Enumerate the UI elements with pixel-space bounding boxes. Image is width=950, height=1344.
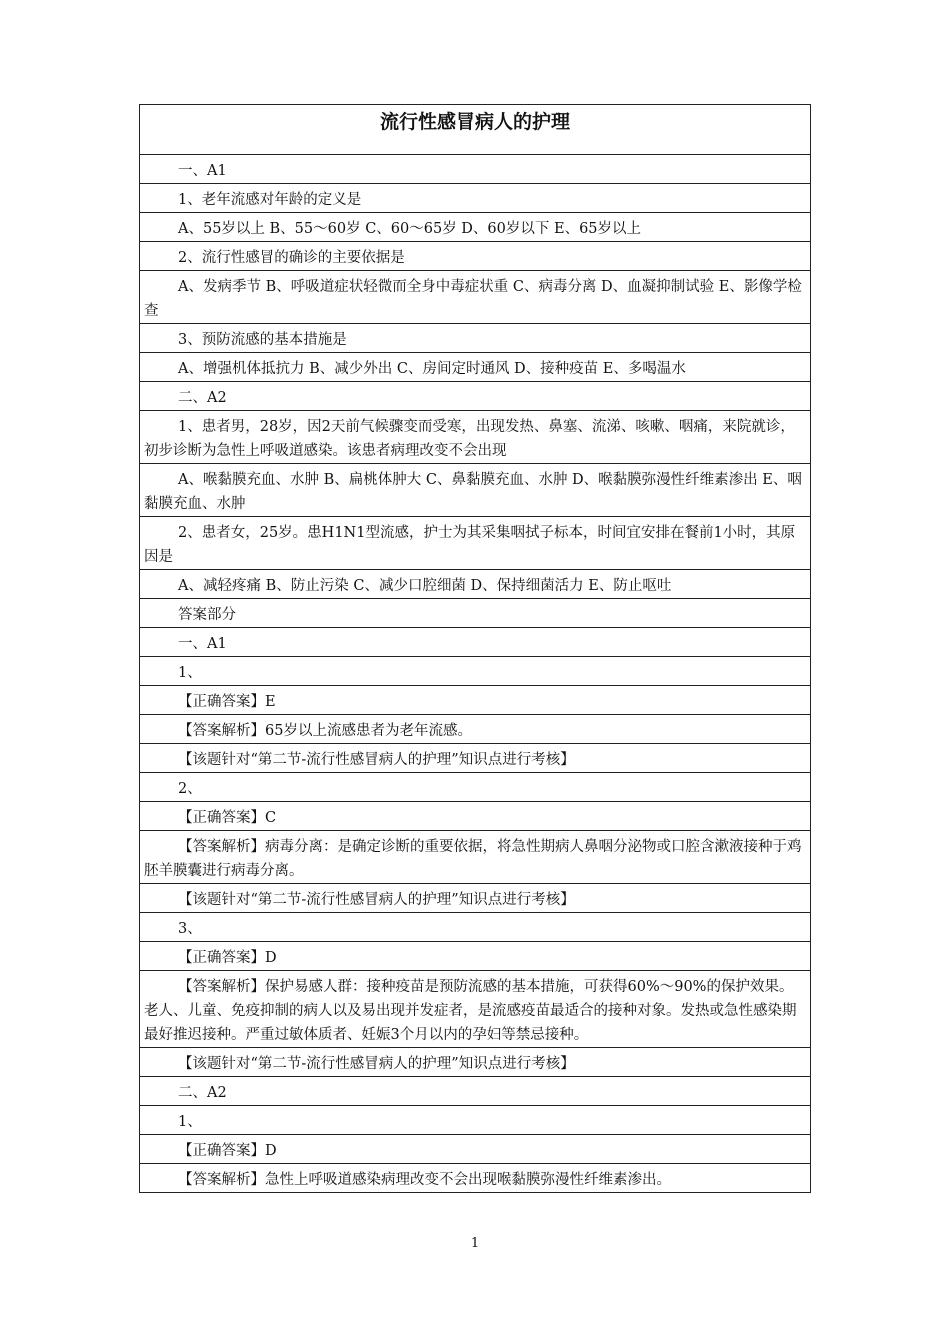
answer-explanation: 【答案解析】保护易感人群：接种疫苗是预防流感的基本措施，可获得60%～90%的保护效果。老人、儿童、免疫抑制的病人以及易出现并发症者，是流感疫苗最适合的接种对象。发热或急性感染期最好推迟接种。严重过敏体质者、妊娠3个月以内的孕妇等禁忌接种。	[140, 971, 810, 1048]
question-options: A、增强机体抵抗力 B、减少外出 C、房间定时通风 D、接种疫苗 E、多喝温水	[140, 353, 810, 382]
knowledge-point: 【该题针对“第二节-流行性感冒病人的护理”知识点进行考核】	[140, 1048, 810, 1077]
section-heading: 二、A2	[140, 1077, 810, 1106]
answer-explanation: 【答案解析】病毒分离：是确定诊断的重要依据，将急性期病人鼻咽分泌物或口腔含漱液接种于鸡胚羊膜囊进行病毒分离。	[140, 831, 810, 884]
correct-answer: 【正确答案】C	[140, 802, 810, 831]
section-heading: 二、A2	[140, 382, 810, 411]
answer-explanation: 【答案解析】65岁以上流感患者为老年流感。	[140, 715, 810, 744]
question-options: A、55岁以上 B、55～60岁 C、60～65岁 D、60岁以下 E、65岁以上	[140, 213, 810, 242]
answer-number: 2、	[140, 773, 810, 802]
question-options: A、减轻疼痛 B、防止污染 C、减少口腔细菌 D、保持细菌活力 E、防止呕吐	[140, 570, 810, 599]
document-title: 流行性感冒病人的护理	[140, 105, 810, 155]
question-text: 1、老年流感对年龄的定义是	[140, 184, 810, 213]
section-heading: 一、A1	[140, 155, 810, 184]
answer-explanation: 【答案解析】急性上呼吸道感染病理改变不会出现喉黏膜弥漫性纤维素渗出。	[140, 1164, 810, 1193]
question-options: A、喉黏膜充血、水肿 B、扁桃体肿大 C、鼻黏膜充血、水肿 D、喉黏膜弥漫性纤维素渗出 E、咽黏膜充血、水肿	[140, 464, 810, 517]
question-text: 2、患者女，25岁。患H1N1型流感，护士为其采集咽拭子标本，时间宜安排在餐前1小时，其原因是	[140, 517, 810, 570]
knowledge-point: 【该题针对“第二节-流行性感冒病人的护理”知识点进行考核】	[140, 884, 810, 913]
section-heading: 答案部分	[140, 599, 810, 628]
document-table	[139, 104, 811, 1193]
page-number: 1	[470, 1236, 480, 1251]
question-options: A、发病季节 B、呼吸道症状轻微而全身中毒症状重 C、病毒分离 D、血凝抑制试验 E、影像学检查	[140, 271, 810, 324]
answer-number: 1、	[140, 1106, 810, 1135]
correct-answer: 【正确答案】D	[140, 1135, 810, 1164]
answer-number: 1、	[140, 657, 810, 686]
question-text: 3、预防流感的基本措施是	[140, 324, 810, 353]
answer-number: 3、	[140, 913, 810, 942]
question-text: 2、流行性感冒的确诊的主要依据是	[140, 242, 810, 271]
correct-answer: 【正确答案】D	[140, 942, 810, 971]
question-text: 1、患者男，28岁，因2天前气候骤变而受寒，出现发热、鼻塞、流涕、咳嗽、咽痛，来院就诊，初步诊断为急性上呼吸道感染。该患者病理改变不会出现	[140, 411, 810, 464]
correct-answer: 【正确答案】E	[140, 686, 810, 715]
section-heading: 一、A1	[140, 628, 810, 657]
knowledge-point: 【该题针对“第二节-流行性感冒病人的护理”知识点进行考核】	[140, 744, 810, 773]
